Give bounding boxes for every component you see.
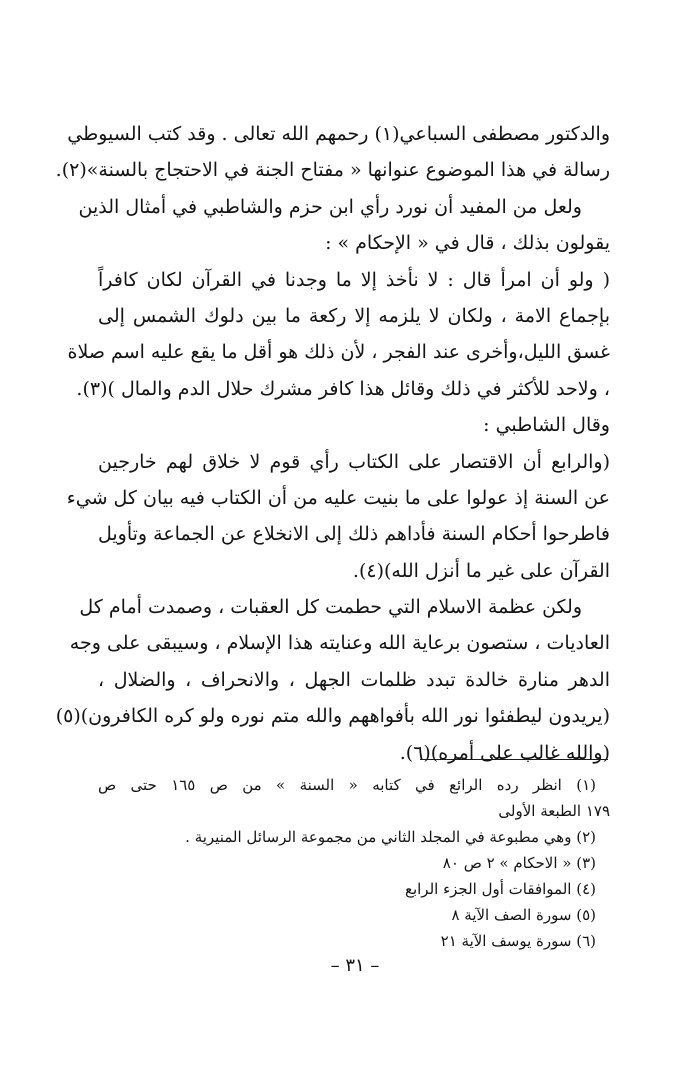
footnote: (٣) « الاحكام » ٢ ص ٨٠: [442, 854, 596, 872]
text-line: ولعل من المفيد أن نورد رأي ابن حزم والشاطبي في أمثال الذين: [78, 195, 582, 218]
quote-line: بإجماع الامة ، ولكان لا يلزمه إلا ركعة ما بين دلوك الشمس إلى: [98, 304, 610, 327]
footnote: (٤) الموافقات أول الجزء الرابع: [404, 880, 596, 898]
text-line: العاديات ، ستصون برعاية الله وعنايته هذا الإسلام ، وسيبقى على وجه: [69, 632, 610, 655]
quote-line: عن السنة إذ عولوا على ما بنيت عليه من أن الكتاب فيه بيان كل شيء: [66, 486, 610, 509]
text-line: رسالة في هذا الموضوع عنوانها « مفتاح الجنة في الاحتجاج بالسنة»(٢).: [55, 159, 610, 182]
footnote-separator: [420, 759, 608, 760]
page-number: – ٣١ –: [330, 955, 380, 976]
footnote: (١) انظر رده الرائع في كتابه « السنة » من ص ١٦٥ حتى ص: [98, 776, 596, 794]
quote-line: ( ولو أن امرأ قال : لا نأخذ إلا ما وجدنا في القرآن لكان كافراً: [98, 268, 610, 291]
quran-verse-line: (يريدون ليطفئوا نور الله بأفواههم والله متم نوره ولو كره الكافرون)(٥): [55, 705, 610, 728]
quran-verse-line: (والله غالب على أمره)(٦).: [399, 741, 610, 764]
quote-line: القرآن على غير ما أنزل الله)(٤).: [352, 559, 610, 582]
quote-line: (والرابع أن الاقتصار على الكتاب رأي قوم لا خلاق لهم خارجين: [98, 450, 610, 473]
footnote: (٢) وهي مطبوعة في المجلد الثاني من مجموعة الرسائل المنيرية .: [185, 828, 596, 846]
text-line: ولكن عظمة الاسلام التي حطمت كل العقبات ، وصمدت أمام كل: [79, 596, 582, 619]
footnote: (٦) سورة يوسف الآية ٢١: [440, 932, 596, 950]
text-line: الدهر منارة خالدة تبدد ظلمات الجهل ، والانحراف ، والضلال ،: [98, 668, 610, 691]
footnote: (٥) سورة الصف الآية ٨: [451, 906, 596, 924]
text-line: يقولون بذلك ، قال في « الإحكام » :: [325, 232, 610, 255]
text-line: وقال الشاطبي :: [483, 414, 610, 437]
body-text: [55, 116, 610, 771]
quote-line: ، ولاحد للأكثر في ذلك وقائل هذا كافر مشرك حلال الدم والمال )(٣).: [76, 377, 610, 400]
text-line: والدكتور مصطفى السباعي(١) رحمهم الله تعالى . وقد كتب السيوطي: [67, 123, 610, 145]
footnote-continuation: ١٧٩ الطبعة الأولى: [498, 802, 610, 820]
quote-line: غسق الليل،وأخرى عند الفجر ، لأن ذلك هو أقل ما يقع عليه اسم صلاة: [67, 341, 610, 364]
quote-line: فاطرحوا أحكام السنة فأداهم ذلك إلى الانخلاع عن الجماعة وتأويل: [98, 523, 610, 546]
footnotes: [98, 772, 610, 954]
